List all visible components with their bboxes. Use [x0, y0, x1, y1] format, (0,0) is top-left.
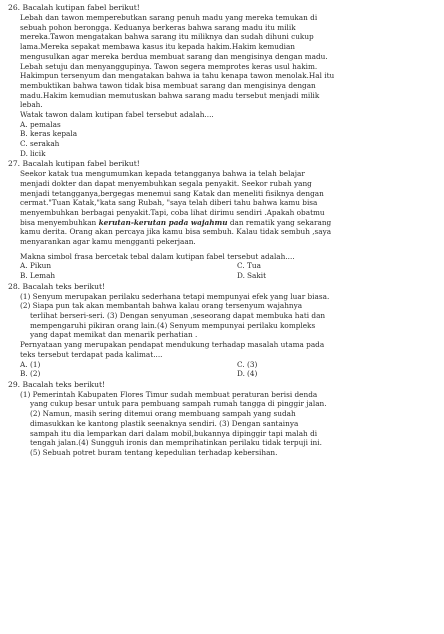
option-text: Tua: [247, 261, 261, 271]
option-a[interactable]: [20, 360, 237, 370]
question-27-passage: [20, 169, 436, 247]
question-28-text: [20, 292, 436, 341]
passage-line: menjadi tetangganya,bergegas menemui sang Katak dan meneliti fisiknya dengan: [20, 188, 324, 198]
passage-line: mengusulkan agar mereka berdua membuat sarang dan mengisinya dengan madu.: [20, 51, 328, 61]
option-letter: A.: [20, 261, 28, 271]
passage-line: madu.Hakim kemudian memutuskan bahwa sarang madu tersebut menjadi milik: [20, 90, 320, 100]
sentence-continuation: mempengaruhi pikiran orang lain.(4) Senyum mempunyai perilaku kompleks: [30, 320, 316, 330]
passage-text: bisa menyembuhkan: [20, 217, 99, 227]
numbered-sentence: (5) Sebuah potret buram tentang kepedulian terhadap kebersihan.: [30, 447, 278, 457]
option-letter: C.: [237, 261, 245, 271]
option-text: licik: [30, 148, 46, 158]
option-b[interactable]: [20, 271, 237, 281]
option-b[interactable]: [20, 369, 237, 379]
question-27-heading: 27. Bacalah kutipan fabel berikut!: [8, 159, 140, 169]
passage-line: menjadi dokter dan dapat menyembuhkan segala penyakit. Seekor rubah yang: [20, 178, 312, 188]
numbered-sentence: (2) Siapa pun tak akan membantah bahwa kalau orang tersenyum wajahnya: [20, 301, 303, 311]
passage-line: kamu derita. Orang akan percaya jika kamu bisa sembuh. Kalau tidak sembuh ,saya: [20, 227, 332, 237]
passage-line: Lebah setuju dan menyanggupinya. Tawon segera memprotes keras usul hakim.: [20, 61, 318, 71]
bold-italic-phrase: kerutan-kerutan pada wajahmu: [98, 217, 228, 227]
prompt-line: teks tersebut terdapat pada kalimat....: [20, 349, 163, 359]
passage-line: Lebah dan tawon memperebutkan sarang penuh madu yang mereka temukan di: [20, 13, 318, 22]
option-text: Lemah: [30, 271, 56, 281]
option-letter: D.: [237, 369, 245, 379]
question-28-options: [20, 360, 436, 379]
option-text: (3): [247, 359, 258, 369]
passage-line: membuktikan bahwa tawon tidak bisa membuat sarang dan mengisinya dengan: [20, 80, 316, 90]
option-text: (1): [30, 359, 41, 369]
option-b[interactable]: [20, 129, 436, 139]
passage-line: mereka.Tawon mengatakan bahwa sarang itu miliknya dan sudah dihuni cukup: [20, 32, 314, 42]
option-text: Pikun: [30, 261, 52, 271]
option-a[interactable]: [20, 120, 436, 130]
passage-line: [20, 218, 436, 228]
question-28-prompt: [20, 340, 436, 359]
question-29-text: [20, 390, 436, 458]
option-letter: C.: [237, 359, 245, 369]
numbered-sentence: (2) Namun, masih sering ditemui orang membuang sampah yang sudah: [30, 409, 296, 419]
option-text: Sakit: [247, 271, 267, 281]
question-26-options: [20, 120, 436, 158]
sentence-continuation: yang dapat memikat dan menarik perhatian .: [30, 330, 198, 340]
question-27: [8, 159, 436, 281]
option-letter: D.: [237, 271, 245, 281]
passage-line: sebuah pohon berongga. Keduanya berkeras bahwa sarang madu itu milik: [20, 22, 296, 32]
option-c[interactable]: [20, 139, 436, 149]
sentence-continuation: tengah jalan.(4) Sungguh ironis dan memprihatinkan perilaku tidak terpuji ini.: [30, 438, 322, 448]
option-text: pemalas: [30, 119, 61, 129]
sentence-continuation: yang cukup besar untuk para pembuang sampah rumah tangga di pinggir jalan.: [30, 399, 327, 409]
question-28-heading: 28. Bacalah teks berikut!: [8, 281, 106, 291]
sentence-continuation: terlihat berseri-seri. (3) Dengan senyuman ,seseorang dapat membuka hati dan: [30, 311, 326, 321]
passage-line: menyembuhkan berbagai penyakit.Tapi, coba lihat dirimu sendiri .Apakah obatmu: [20, 207, 325, 217]
option-letter: D.: [20, 148, 28, 158]
question-26: [8, 3, 436, 158]
option-d[interactable]: [237, 271, 407, 281]
passage-text: dan rematik yang sekarang: [227, 217, 332, 227]
question-28: [8, 282, 436, 379]
passage-line: lebah.: [20, 100, 43, 110]
question-27-options: [20, 261, 436, 280]
question-26-heading: 26. Bacalah kutipan fabel berikut!: [8, 3, 140, 12]
option-text: serakah: [30, 138, 60, 148]
option-c[interactable]: [237, 261, 407, 271]
sentence-continuation: sampah itu dia lemparkan dari dalam mobil,bukannya dipinggir tapi malah di: [30, 428, 318, 438]
numbered-sentence: (1) Pemerintah Kabupaten Flores Timur sudah membuat peraturan berisi denda: [20, 389, 318, 399]
question-26-prompt: Watak tawon dalam kutipan fabel tersebut adalah....: [20, 110, 214, 120]
question-26-passage: [20, 13, 436, 110]
option-text: (2): [30, 369, 41, 379]
passage-line: lama.Mereka sepakat membawa kasus itu kepada hakim.Hakim kemudian: [20, 42, 295, 52]
option-c[interactable]: [237, 360, 407, 370]
option-text: keras kepala: [30, 129, 78, 139]
option-text: (4): [247, 369, 258, 379]
option-letter: A.: [20, 119, 28, 129]
option-d[interactable]: [20, 149, 436, 159]
option-letter: A.: [20, 359, 28, 369]
passage-line: cermat."Tuan Katak,"kata sang Rubah, "saya telah diberi tahu bahwa kamu bisa: [20, 198, 318, 208]
question-29-heading: 29. Bacalah teks berikut!: [8, 379, 106, 389]
numbered-sentence: (1) Senyum merupakan perilaku sederhana tetapi mempunyai efek yang luar biasa.: [20, 291, 330, 301]
passage-line: Hakimpun tersenyum dan mengatakan bahwa ia tahu kenapa tawon menolak.Hal itu: [20, 71, 335, 81]
option-letter: C.: [20, 138, 28, 148]
option-letter: B.: [20, 369, 28, 379]
question-27-prompt: Makna simbol frasa bercetak tebal dalam kutipan fabel tersebut adalah....: [20, 251, 295, 261]
option-letter: B.: [20, 271, 28, 281]
option-a[interactable]: [20, 261, 237, 271]
prompt-line: Pernyataan yang merupakan pendapat mendukung terhadap masalah utama pada: [20, 340, 325, 350]
option-letter: B.: [20, 129, 28, 139]
question-29: [8, 380, 436, 458]
option-d[interactable]: [237, 369, 407, 379]
passage-line: menyarankan agar kamu mengganti pekerjaan.: [20, 237, 196, 247]
sentence-continuation: dimasukkan ke kantong plastik seenaknya sendiri. (3) Dengan santainya: [30, 418, 299, 428]
passage-line: Seekor katak tua mengumumkan kepada tetangganya bahwa ia telah belajar: [20, 169, 305, 179]
